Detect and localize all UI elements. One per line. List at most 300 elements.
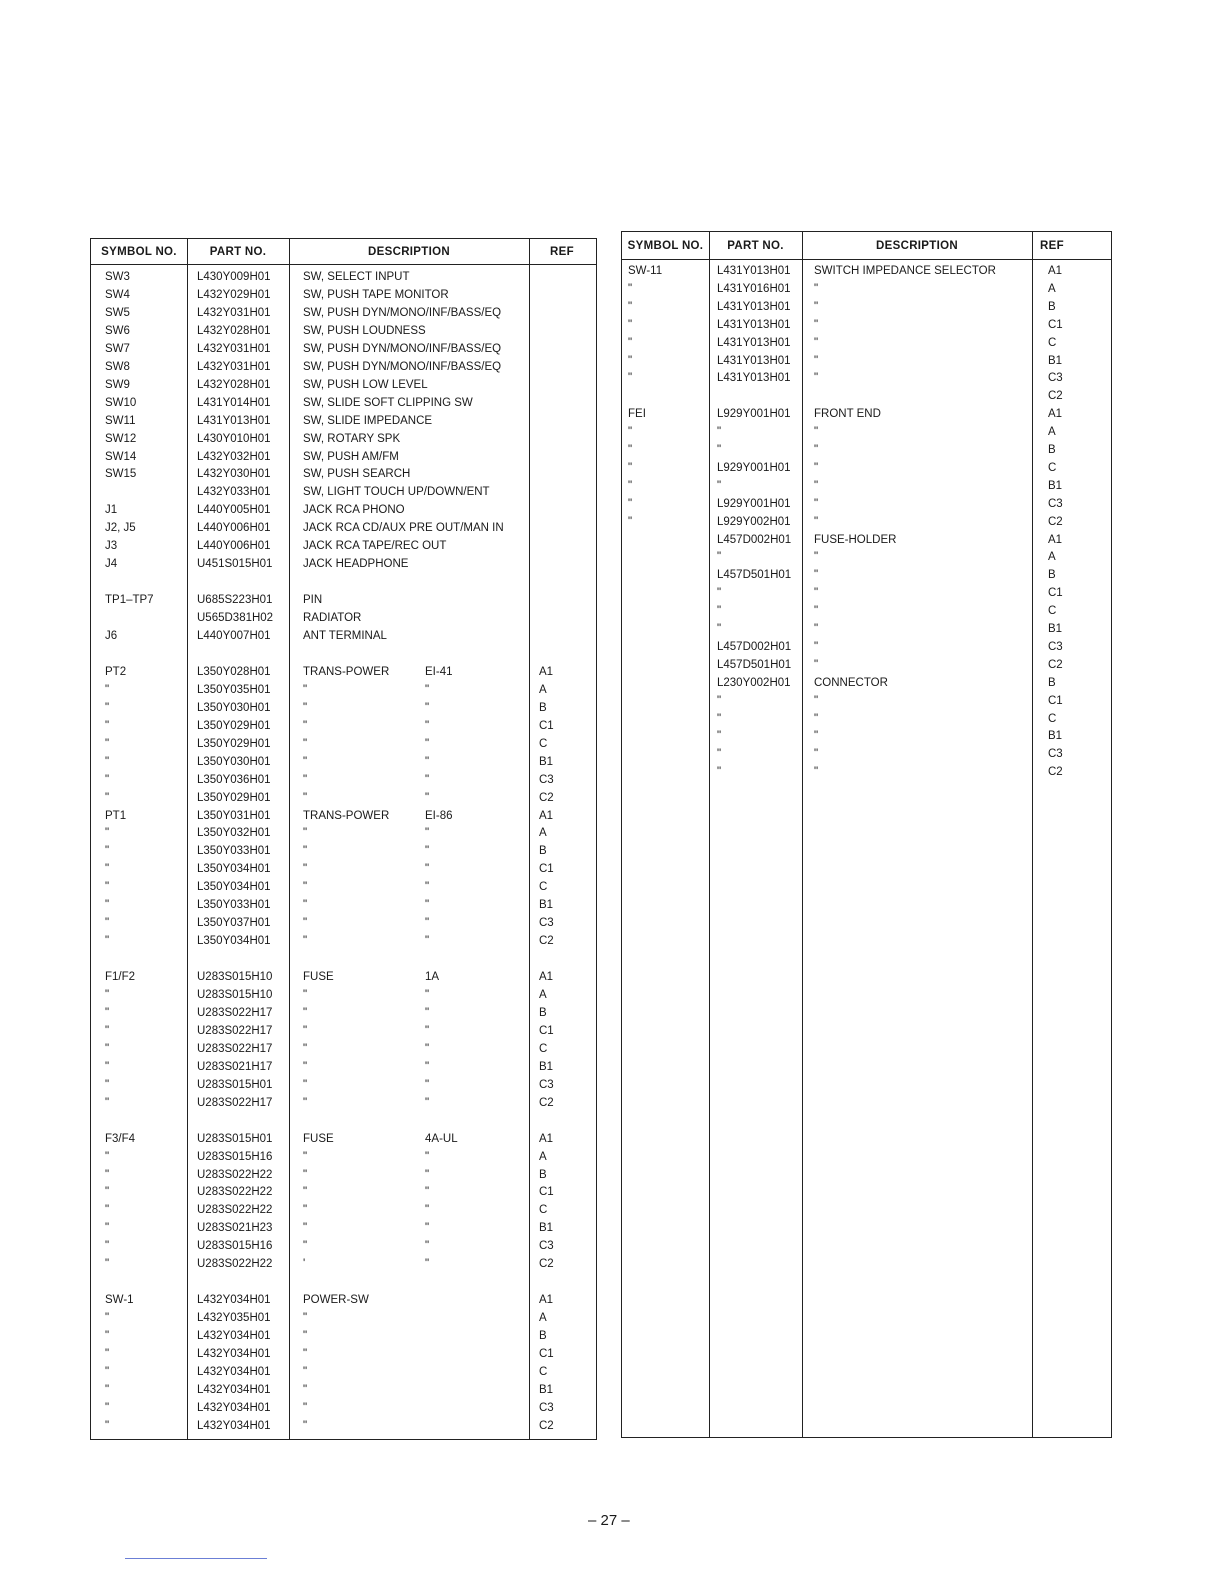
symbol-cell: SW11 [105,414,136,427]
description-spec-cell: " [425,773,430,786]
description-spec-cell: " [425,1258,430,1271]
description-cell: SW, ROTARY SPK [303,432,401,445]
description-cell: JACK RCA PHONO [303,504,405,517]
description-cell: " [303,1240,308,1253]
symbol-cell: " [628,515,633,528]
table-row [91,1363,596,1381]
description-cell: " [303,827,308,840]
ref-cell: C [539,1042,548,1055]
part-no-cell: U283S015H10 [197,971,273,984]
description-spec-cell: " [425,1096,430,1109]
symbol-cell: " [628,461,633,474]
description-cell: SW, SELECT INPUT [303,271,410,283]
description-cell: " [814,426,819,439]
part-no-cell: L350Y029H01 [197,791,271,804]
part-no-cell: L350Y031H01 [197,809,271,822]
symbol-cell: " [105,935,110,948]
part-no-cell: U451S015H01 [197,558,273,571]
description-cell: " [814,444,819,456]
description-spec-cell: " [425,1024,430,1037]
table-row [91,465,596,483]
table-row [91,950,596,968]
description-cell: " [814,318,819,331]
ref-cell: B [1048,569,1056,582]
part-no-cell: L929Y002H01 [717,515,791,528]
description-cell: ' [303,1258,306,1271]
description-cell: " [303,899,308,912]
left-parts-table [90,238,597,1440]
ref-cell: C3 [539,917,554,930]
part-no-cell: U565D381H02 [197,612,274,625]
table-row [622,566,1111,584]
part-no-cell: L432Y034H01 [197,1365,271,1378]
table-row [91,699,596,717]
part-no-cell: L432Y033H01 [197,486,271,499]
part-no-cell: L350Y029H01 [197,719,271,732]
symbol-cell: " [628,479,633,492]
symbol-cell: " [105,1222,110,1235]
part-no-cell: " [717,426,722,439]
table-row [622,602,1111,620]
description-cell: " [303,1312,308,1325]
description-spec-cell: " [425,1150,430,1163]
part-no-cell: " [717,730,722,743]
header-description: DESCRIPTION [368,245,450,258]
ref-cell: C2 [539,1096,554,1109]
ref-cell: C [1048,712,1057,725]
description-spec-cell: " [425,1168,430,1181]
description-cell: SW, PUSH AM/FM [303,450,399,463]
table-row [91,1327,596,1345]
description-cell: SW, SLIDE SOFT CLIPPING SW [303,396,473,409]
part-no-cell: L431Y014H01 [197,396,271,409]
symbol-cell: " [105,1006,110,1019]
part-no-cell: U283S015H16 [197,1150,273,1163]
table-row [91,717,596,735]
description-cell: " [303,791,308,804]
description-spec-cell: " [425,1006,430,1019]
table-row [91,878,596,896]
table-row [622,352,1111,370]
description-cell: " [303,755,308,768]
symbol-cell: " [105,881,110,894]
part-no-cell: L432Y028H01 [197,378,271,391]
part-no-cell: L431Y013H01 [717,336,791,349]
description-spec-cell: " [425,917,430,930]
part-no-cell: L432Y034H01 [197,1401,271,1414]
description-cell: " [814,712,819,725]
description-cell: " [814,479,819,492]
symbol-cell: SW3 [105,271,130,283]
symbol-cell: " [105,755,110,768]
symbol-cell: " [105,863,110,876]
ref-cell: C [539,881,548,894]
ref-cell: C2 [539,935,554,948]
ref-cell: A1 [1048,265,1063,277]
description-cell: " [303,845,308,858]
ref-cell: C3 [1048,748,1063,761]
description-spec-cell: EI-86 [425,809,453,822]
ref-cell: C1 [539,1348,554,1360]
symbol-cell: FEI [628,408,646,421]
part-no-cell: L457D002H01 [717,533,792,546]
table-row [91,807,596,825]
symbol-cell: " [628,354,633,367]
left-table-header [91,239,596,265]
description-cell: SW, LIGHT TOUCH UP/DOWN/ENT [303,486,490,499]
part-no-cell: L350Y034H01 [197,863,271,876]
description-cell: " [303,1186,308,1199]
table-row [622,495,1111,513]
description-cell: RADIATOR [303,612,362,625]
ref-cell: C2 [539,1419,554,1432]
description-cell: JACK HEADPHONE [303,558,409,571]
description-spec-cell: " [425,1078,430,1091]
part-no-cell: L457D501H01 [717,569,792,582]
description-spec-cell: " [425,899,430,912]
ref-cell: B [539,845,547,858]
table-row [91,483,596,501]
symbol-cell: " [105,1060,110,1073]
table-row [91,968,596,986]
symbol-cell: " [628,444,633,456]
ref-cell: A [539,1312,547,1325]
description-cell: " [814,372,819,385]
description-cell: " [814,515,819,528]
ref-cell: A1 [539,665,554,678]
description-spec-cell: " [425,1240,430,1253]
ref-cell: A [539,827,547,840]
symbol-cell: " [105,1401,110,1414]
ref-cell: B [539,1006,547,1019]
description-spec-cell: " [425,827,430,840]
description-cell: " [303,1060,308,1073]
description-spec-cell: " [425,701,430,714]
ref-cell: A1 [539,1294,554,1307]
description-cell: " [814,300,819,313]
description-cell: " [303,1096,308,1109]
header-ref: REF [1040,239,1064,252]
ref-cell: C3 [539,1401,554,1414]
ref-cell: C1 [539,719,554,732]
part-no-cell: L440Y007H01 [197,630,271,642]
description-cell: " [303,863,308,876]
description-cell: " [303,1078,308,1091]
part-no-cell: L432Y032H01 [197,450,271,463]
table-row [622,763,1111,781]
table-row [91,322,596,340]
table-row [91,824,596,842]
symbol-cell: J6 [105,630,118,642]
part-no-cell: " [717,694,722,707]
ref-cell: B [539,701,547,714]
table-row [622,316,1111,334]
symbol-cell: " [628,426,633,439]
part-no-cell: U283S022H17 [197,1042,273,1055]
part-no-cell: L350Y030H01 [197,701,271,714]
ref-cell: C1 [1048,318,1063,331]
table-row [91,555,596,573]
table-row [91,519,596,537]
ref-cell: A [1048,426,1056,439]
part-no-cell: L431Y016H01 [717,282,791,295]
description-cell: SW, PUSH LOW LEVEL [303,378,428,391]
description-cell: " [814,766,819,779]
part-no-cell: U283S022H17 [197,1024,273,1037]
table-row [91,304,596,322]
table-row [91,573,596,591]
symbol-cell: " [105,1419,110,1432]
symbol-cell: SW-11 [628,265,663,277]
ref-cell: B1 [539,1222,554,1235]
table-row [91,430,596,448]
description-cell: " [303,1365,308,1378]
ref-cell: B [1048,676,1056,689]
part-no-cell: L432Y034H01 [197,1330,271,1343]
table-row [91,1040,596,1058]
header-part-no: PART NO. [209,245,267,258]
description-cell: PIN [303,594,323,607]
ref-cell: A [539,683,547,696]
table-row [91,627,596,645]
description-cell: " [303,1348,308,1360]
table-row [91,681,596,699]
part-no-cell: " [717,587,722,600]
part-no-cell: L350Y034H01 [197,881,271,894]
part-no-cell: U283S021H23 [197,1222,273,1235]
ref-cell: B [1048,444,1056,456]
description-spec-cell: " [425,989,430,1001]
table-row [91,1094,596,1112]
ref-cell: B1 [1048,730,1063,743]
table-row [91,753,596,771]
part-no-cell: L431Y013H01 [717,372,791,385]
table-row [91,1237,596,1255]
description-cell: SW, PUSH SEARCH [303,468,411,481]
ref-cell: C2 [1048,515,1063,528]
table-row [622,298,1111,316]
table-row [91,376,596,394]
table-row [622,334,1111,352]
symbol-cell: J2, J5 [105,522,136,535]
part-no-cell: " [717,479,722,492]
symbol-cell: " [105,917,110,930]
symbol-cell: SW12 [105,432,137,445]
description-cell: " [303,737,308,750]
part-no-cell: L350Y035H01 [197,683,271,696]
description-cell: " [814,354,819,367]
symbol-cell: " [105,1204,110,1217]
ref-cell: C2 [1048,658,1063,671]
part-no-cell: L929Y001H01 [717,461,791,474]
ref-cell: B1 [1048,623,1063,635]
symbol-cell: " [105,773,110,786]
symbol-cell: " [105,1365,110,1378]
table-row [622,477,1111,495]
description-spec-cell: " [425,881,430,894]
table-row [91,645,596,663]
part-no-cell: U283S015H01 [197,1132,273,1145]
symbol-cell: SW10 [105,396,137,409]
part-no-cell: L440Y005H01 [197,504,271,517]
description-cell: JACK RCA CD/AUX PRE OUT/MAN IN [303,522,504,535]
part-no-cell: L432Y029H01 [197,288,271,301]
part-no-cell: L432Y035H01 [197,1312,271,1325]
part-no-cell: L457D501H01 [717,658,792,671]
symbol-cell: " [628,300,633,313]
part-no-cell: L440Y006H01 [197,540,271,553]
table-row [91,932,596,950]
ref-cell: C2 [539,791,554,804]
ref-cell: C3 [539,1078,554,1091]
ref-cell: C [539,737,548,750]
description-spec-cell: " [425,683,430,696]
table-row [91,914,596,932]
ref-cell: B1 [539,1383,554,1396]
symbol-cell: SW8 [105,360,130,373]
table-row [622,656,1111,674]
table-row [622,638,1111,656]
table-row [91,986,596,1004]
ref-cell: B1 [539,1060,554,1073]
description-cell: " [303,683,308,696]
part-no-cell: L432Y031H01 [197,360,271,373]
description-cell: TRANS-POWER [303,665,390,678]
symbol-cell: " [105,719,110,732]
description-cell: " [303,1383,308,1396]
part-no-cell: U283S022H22 [197,1258,273,1271]
description-cell: " [303,1042,308,1055]
table-row [91,663,596,681]
table-row [91,1381,596,1399]
table-row [91,1291,596,1309]
table-row [91,1112,596,1130]
table-row [91,771,596,789]
symbol-cell: " [105,791,110,804]
description-spec-cell: " [425,791,430,804]
ref-cell: A1 [539,1132,554,1145]
table-row [622,745,1111,763]
description-cell: FUSE-HOLDER [814,533,897,546]
table-row [622,710,1111,728]
description-cell: " [814,569,819,582]
symbol-cell: SW15 [105,468,137,481]
description-spec-cell: " [425,863,430,876]
part-no-cell: L432Y034H01 [197,1383,271,1396]
table-row [91,1345,596,1363]
table-row [622,727,1111,745]
symbol-cell: " [105,1258,110,1271]
description-spec-cell: " [425,1186,430,1199]
symbol-cell: PT1 [105,809,127,822]
ref-cell: C [1048,461,1057,474]
symbol-cell: SW7 [105,342,130,355]
description-cell: " [814,497,819,510]
description-cell: POWER-SW [303,1294,369,1307]
symbol-cell: " [628,282,633,295]
part-no-cell: L432Y028H01 [197,324,271,337]
table-row [91,860,596,878]
part-no-cell: L350Y033H01 [197,899,271,912]
symbol-cell: " [105,1383,110,1396]
part-no-cell: " [717,623,722,635]
part-no-cell: L350Y030H01 [197,755,271,768]
table-row [622,459,1111,477]
ref-cell: C [1048,605,1057,618]
table-row [91,842,596,860]
symbol-cell: SW-1 [105,1294,134,1307]
ref-cell: B1 [539,899,554,912]
description-cell: " [303,989,308,1001]
description-cell: " [303,1401,308,1414]
ref-cell: B1 [539,755,554,768]
description-cell: TRANS-POWER [303,809,390,822]
description-cell: ANT TERMINAL [303,630,387,642]
symbol-cell: " [105,1330,110,1343]
header-symbol-no: SYMBOL NO. [627,239,704,252]
table-row [91,1219,596,1237]
part-no-cell: U685S223H01 [197,594,273,607]
ref-cell: B [1048,300,1056,313]
symbol-cell: " [105,1168,110,1181]
symbol-cell: " [105,1078,110,1091]
description-spec-cell: " [425,755,430,768]
ref-cell: A1 [539,971,554,984]
ref-cell: B1 [1048,354,1063,367]
description-cell: " [814,587,819,600]
symbol-cell: TP1–TP7 [105,594,154,607]
table-row [622,513,1111,531]
symbol-cell: " [105,1186,110,1199]
part-no-cell: " [717,766,722,779]
part-no-cell: L432Y034H01 [197,1419,271,1432]
table-row [622,674,1111,692]
table-row [622,620,1111,638]
part-no-cell: L929Y001H01 [717,408,791,421]
part-no-cell: L350Y034H01 [197,935,271,948]
ref-cell: C1 [1048,587,1063,600]
description-cell: " [814,730,819,743]
description-cell: FUSE [303,971,334,984]
table-row [622,441,1111,459]
ref-cell: C3 [1048,497,1063,510]
part-no-cell: L432Y034H01 [197,1348,271,1360]
description-cell: " [814,336,819,349]
table-row [91,1183,596,1201]
description-cell: FRONT END [814,408,881,421]
description-spec-cell: " [425,845,430,858]
description-cell: " [814,694,819,707]
table-row [91,1148,596,1166]
part-no-cell: L431Y013H01 [717,265,791,277]
symbol-cell: " [105,1312,110,1325]
ref-cell: C3 [539,773,554,786]
symbol-cell: " [105,683,110,696]
part-no-cell: L350Y037H01 [197,917,271,930]
description-cell: " [814,748,819,761]
footer-rule [125,1558,267,1559]
table-row [91,609,596,627]
description-spec-cell: " [425,737,430,750]
table-row [91,412,596,430]
symbol-cell: " [105,899,110,912]
symbol-cell: " [105,827,110,840]
table-row [91,358,596,376]
header-ref: REF [550,245,574,258]
right-parts-table [621,231,1112,1438]
ref-cell: C1 [539,1186,554,1199]
ref-cell: C1 [1048,694,1063,707]
